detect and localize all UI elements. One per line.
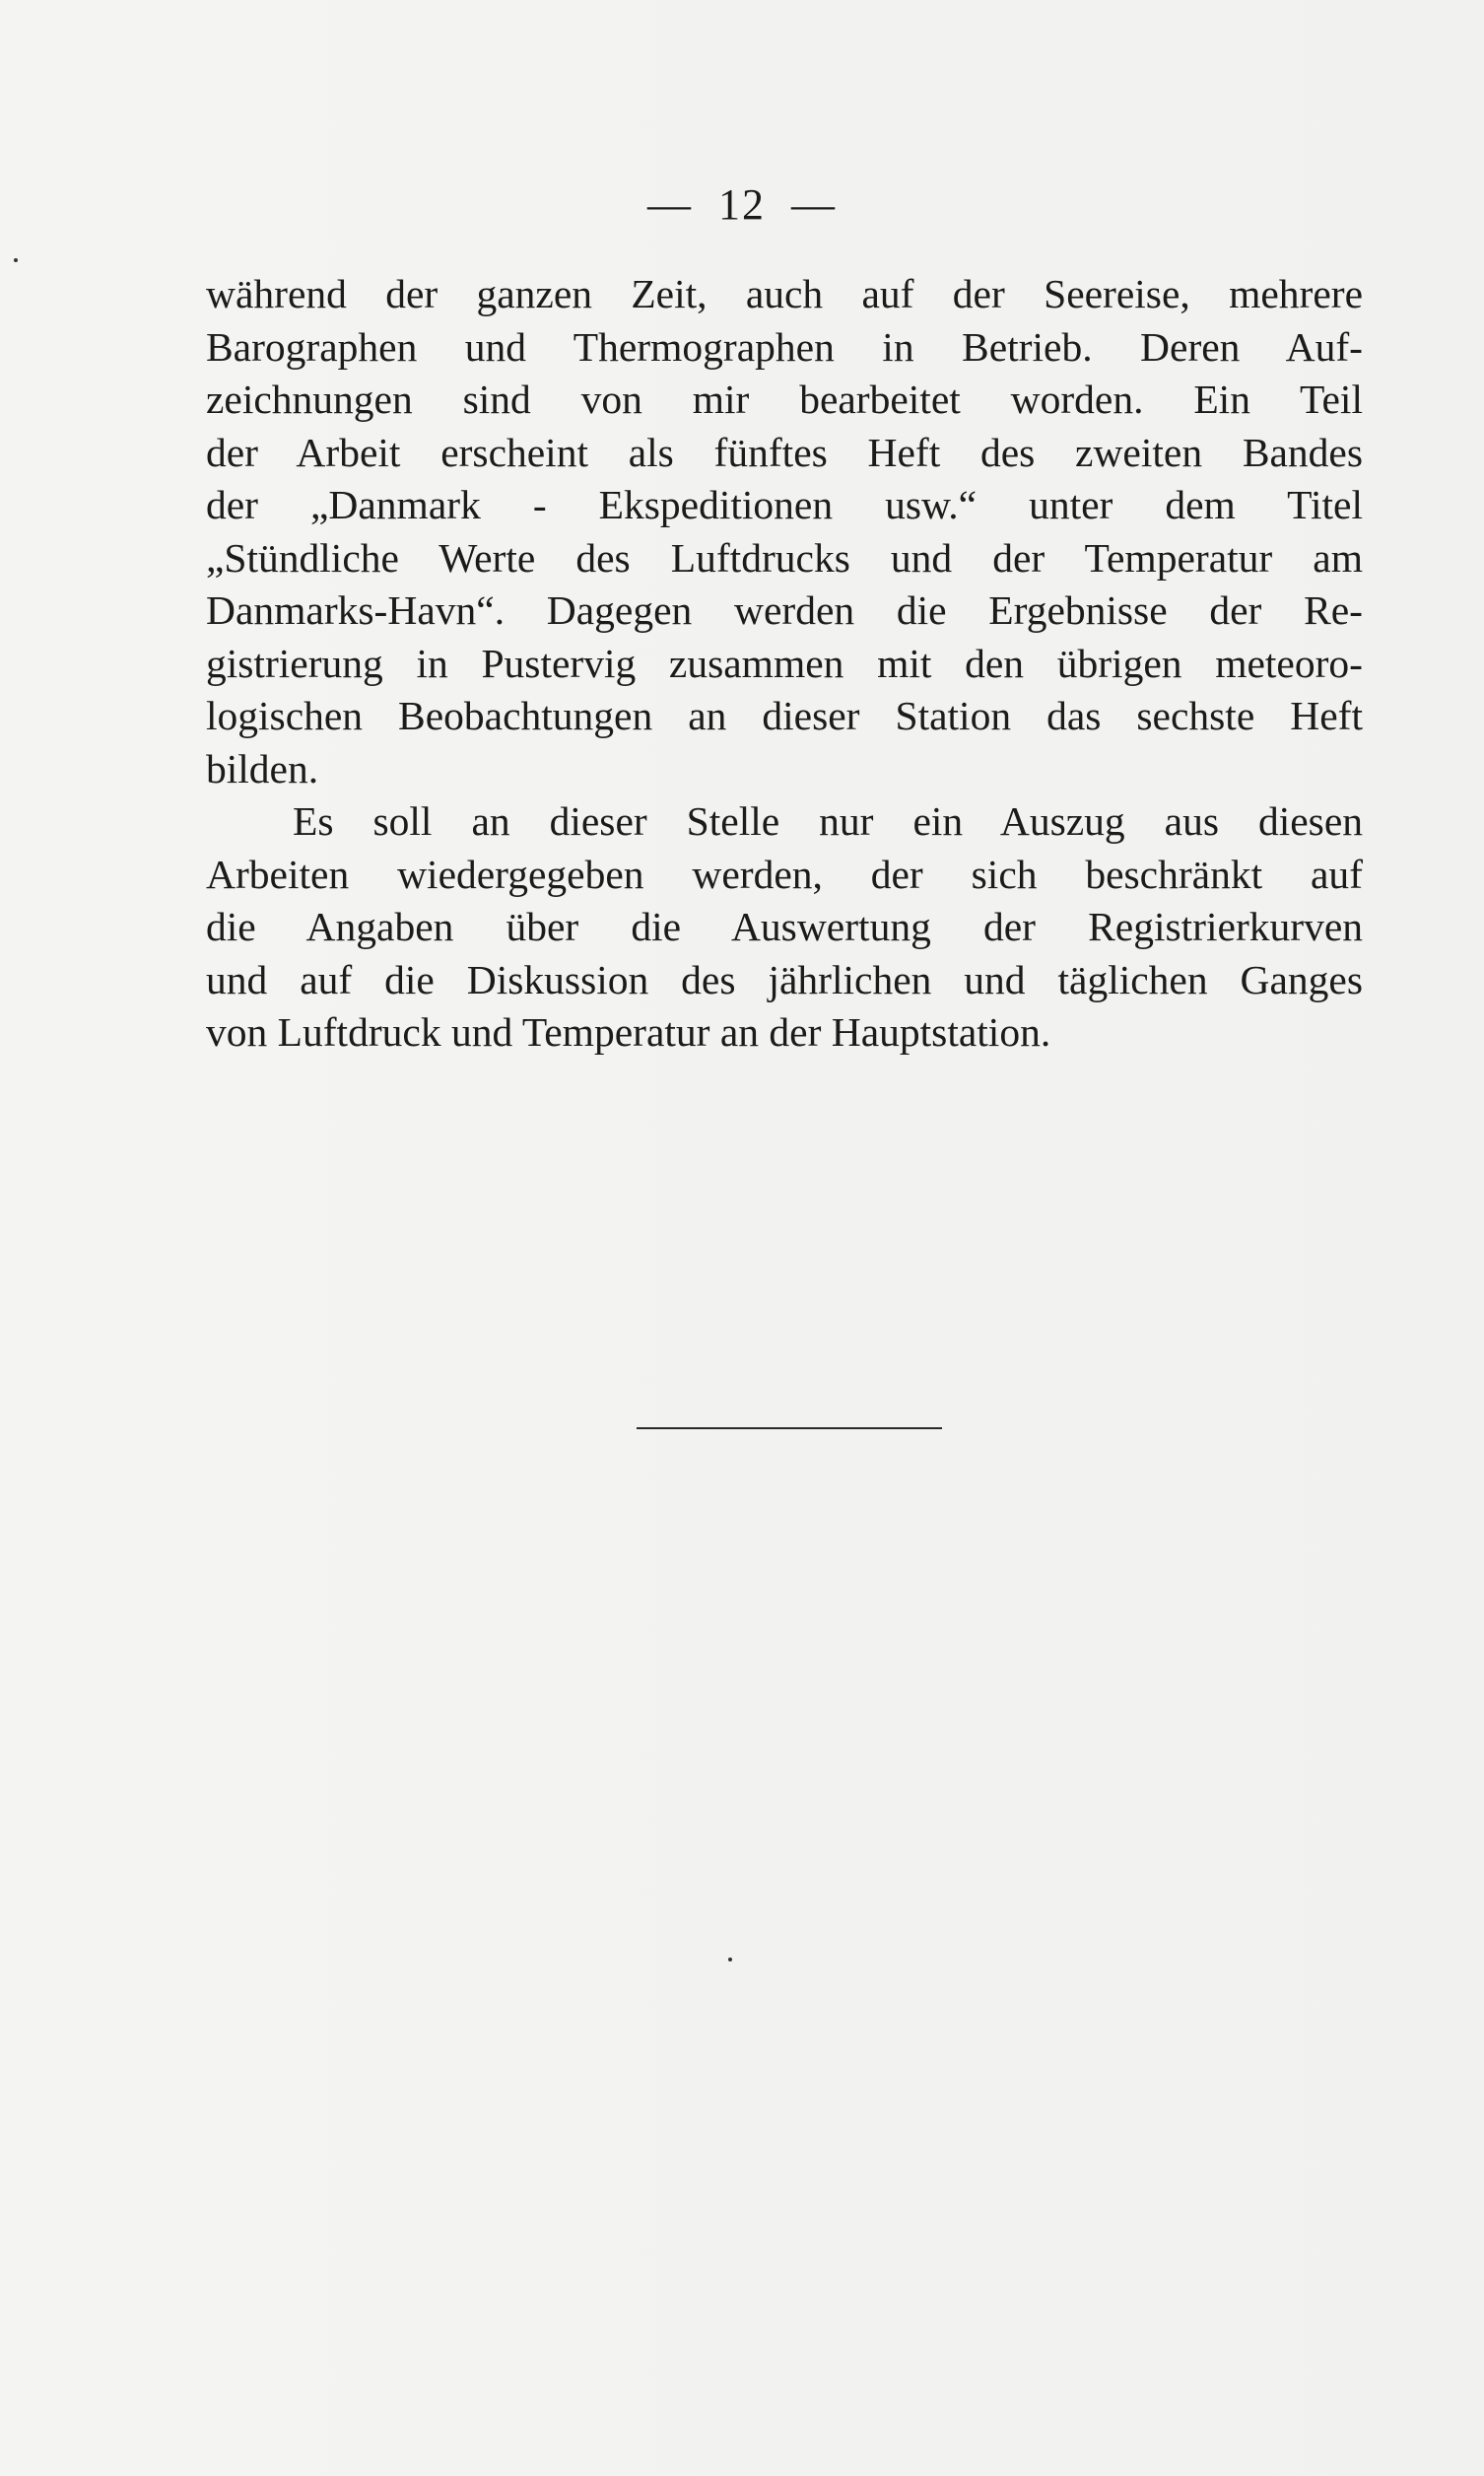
paragraph-1	[206, 268, 1363, 795]
page-number-dash-right: —	[791, 180, 837, 229]
scan-speck	[728, 1958, 732, 1961]
paragraph-line: gistrierung in Pustervig zusammen mit den übrigen meteoro-	[206, 640, 1363, 686]
paragraph-line: Barographen und Thermographen in Betrieb. Deren Auf-	[206, 323, 1363, 370]
section-divider-rule	[637, 1427, 942, 1429]
paragraph-line: und auf die Diskussion des jährlichen und täglichen Ganges	[206, 956, 1363, 1002]
paragraph-line: Danmarks-Havn“. Dagegen werden die Ergebnisse der Re-	[206, 587, 1363, 633]
paragraph-line: „Stündliche Werte des Luftdrucks und der Temperatur am	[206, 534, 1363, 581]
page-number-dash-left: —	[647, 180, 693, 229]
paragraph-line: Arbeiten wiedergegeben werden, der sich beschränkt auf	[206, 851, 1363, 897]
paragraph-line: logischen Beobachtungen an dieser Station das sechste Heft	[206, 693, 1363, 738]
paragraph-line: der Arbeit erscheint als fünftes Heft des zweiten Bandes	[206, 429, 1363, 475]
paragraph-line: die Angaben über die Auswertung der Registrierkurven	[206, 904, 1363, 949]
page-number	[0, 179, 1484, 230]
scan-speck	[14, 258, 18, 262]
paragraph-line: zeichnungen sind von mir bearbeitet worden. Ein Teil	[206, 377, 1363, 422]
paragraph-line: während der ganzen Zeit, auch auf der Seereise, mehrere	[206, 271, 1363, 316]
paragraph-line: der „Danmark - Ekspeditionen usw.“ unter dem Titel	[206, 482, 1363, 527]
paragraph-line: von Luftdruck und Temperatur an der Hauptstation.	[206, 1009, 1051, 1055]
paragraph-2	[206, 795, 1363, 1060]
body-text	[206, 268, 1363, 1060]
paragraph-line: Es soll an dieser Stelle nur ein Auszug aus diesen	[293, 798, 1363, 844]
page-number-value: 12	[718, 180, 766, 229]
paragraph-line: bilden.	[206, 745, 319, 791]
